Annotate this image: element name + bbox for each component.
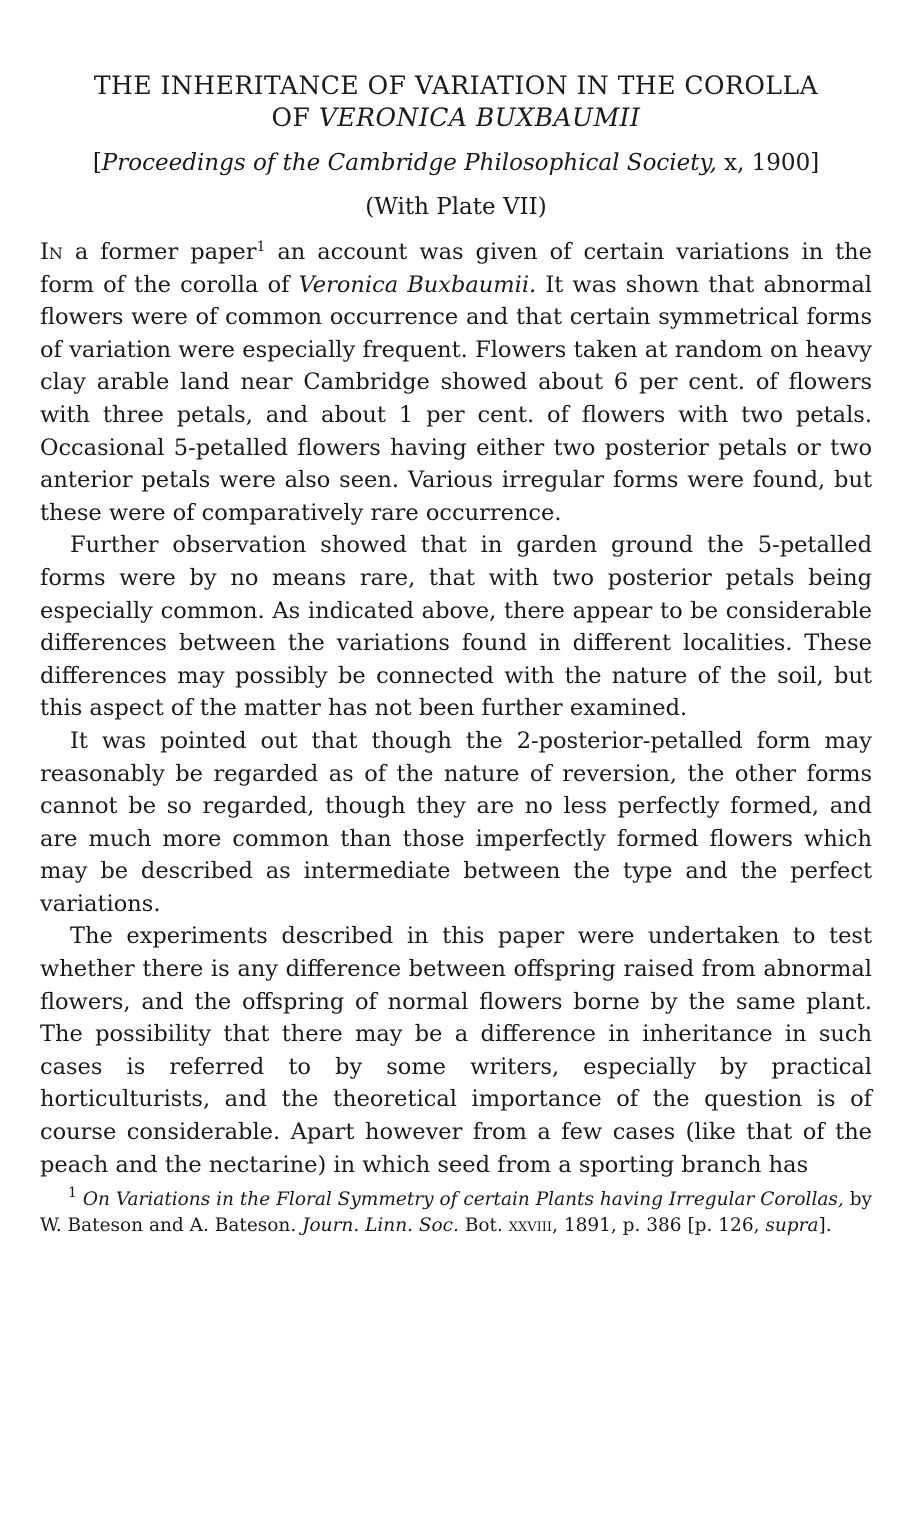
footnote-1 (40, 1187, 872, 1239)
footnote-mark: 1 (68, 1185, 77, 1202)
paragraph-1-species: Veronica Buxbaumii. (298, 271, 537, 298)
footnote-cited-title: On Variations in the Floral Symmetry of certain Plants having Irregular Corollas, (82, 1189, 844, 1211)
paragraph-1-text-a: a former paper (62, 239, 257, 265)
footnote-authors: by W. Bateson and A. Bateson. (40, 1189, 872, 1237)
body-text (40, 236, 872, 1181)
paragraph-4: The experiments described in this paper were undertaken to test whether there is any difference between offspring raised from abnormal flowers, and the offspring of normal flowers borne by the same plant. The possibility that there may be a difference in inheritance in such cases is referred to by some writers, especially by practical horticulturists, and the theoretical importance of the question is of course considerable. Apart however from a few cases (like that of the peach and the nectarine) in which seed from a sporting branch has (40, 923, 872, 1178)
paragraph-2: Further observation showed that in garden ground the 5-petalled forms were by no means rare, that with two posterior petals being especially common. As indicated above, there appear to be considerable differences between the variations found in different localities. These differences may possibly be connected with the nature of the soil, but this aspect of the matter has not been further examined. (40, 532, 872, 722)
footnote-pages: , 1891, p. 386 [p. 126, (552, 1215, 766, 1237)
paragraph-3: It was pointed out that though the 2-posterior-petalled form may reasonably be regarded as of the nature of reversion, the other forms cannot be so regarded, though they are no less perfectly formed, and are much more common than those imperfectly formed flowers which may be described as intermediate between the type and the perfect variations. (40, 727, 872, 917)
source-citation (40, 148, 872, 178)
source-volume-year: x, 1900] (716, 150, 820, 176)
paragraph-1-text-b: an account was given of certain variations in the form of the corolla of (40, 239, 872, 298)
footnote-journal: Journ. Linn. Soc. (302, 1215, 459, 1237)
article-title (40, 70, 872, 134)
footnote-reference[interactable]: 1 (256, 239, 266, 255)
title-species-name: VERONICA BUXBAUMII (318, 103, 641, 132)
page (40, 70, 872, 1239)
footnote-supra: supra (765, 1215, 819, 1237)
footnotes (40, 1187, 872, 1239)
footnote-volume: xxviii (508, 1215, 553, 1237)
paragraph-1-text-c: It was shown that abnormal flowers were of common occurrence and that certain symmetrical forms of variation were especially frequent. Flowers taken at random on heavy clay arable land near Cambridge showed about 6 per cent. of flowers with three petals, and about 1 per cent. of flowers with two petals. Occasional 5-petalled flowers having either two posterior petals or two anterior petals were also seen. Various irregular forms were found, but these were of comparatively rare occurrence. (40, 271, 873, 526)
paragraph-1 (40, 236, 872, 529)
title-line-1: THE INHERITANCE OF VARIATION IN THE COROLLA (93, 71, 819, 100)
source-journal: Proceedings of the Cambridge Philosophical Society, (101, 150, 717, 176)
footnote-close: ]. (818, 1215, 832, 1237)
plate-note: (With Plate VII) (365, 194, 547, 220)
title-line-2-prefix: OF (271, 103, 319, 132)
source-open-bracket: [ (92, 150, 102, 176)
paragraph-1-dropcap: In (40, 239, 63, 265)
footnote-section: Bot. (458, 1215, 509, 1237)
